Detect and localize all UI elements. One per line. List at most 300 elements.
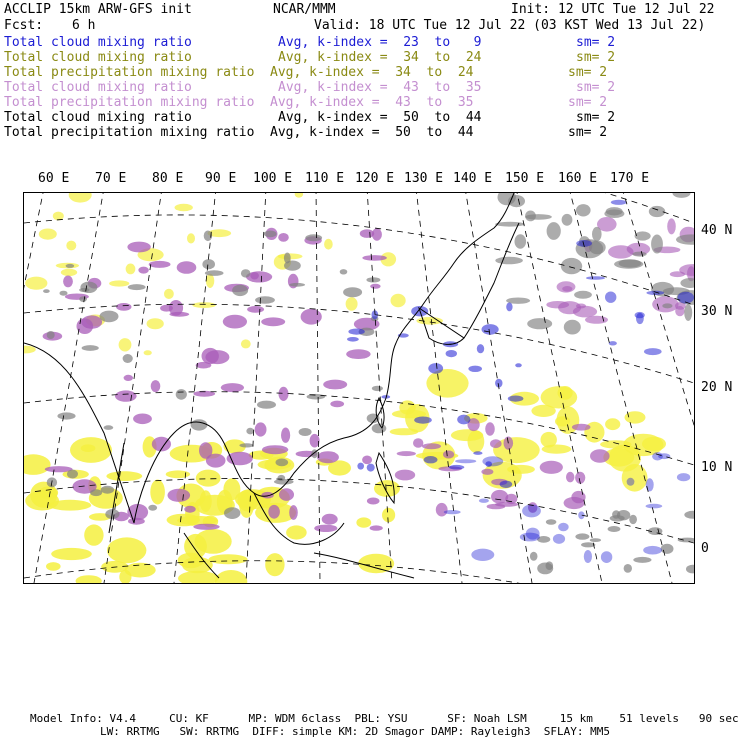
low-level-cloud-patch xyxy=(635,312,645,318)
high-level-cloud-patch xyxy=(649,206,665,217)
upper-level-cloud-patch xyxy=(301,309,322,325)
upper-level-cloud-patch xyxy=(261,317,285,326)
upper-level-cloud-patch xyxy=(322,514,338,525)
upper-level-cloud-patch xyxy=(151,380,161,392)
high-level-cloud-patch xyxy=(530,552,538,561)
high-level-cloud-patch xyxy=(79,296,87,302)
high-level-cloud-patch xyxy=(624,564,632,573)
upper-level-cloud-patch xyxy=(227,452,253,465)
high-level-cloud-patch xyxy=(307,394,325,400)
high-level-cloud-patch xyxy=(284,253,291,264)
upper-level-cloud-patch xyxy=(491,490,508,504)
mid-level-cloud-patch xyxy=(265,553,284,576)
legend-sm: sm= 2 xyxy=(576,50,616,65)
low-level-cloud-patch xyxy=(500,481,513,488)
high-level-cloud-patch xyxy=(686,565,694,574)
high-level-cloud-patch xyxy=(100,311,119,323)
high-level-cloud-patch xyxy=(232,285,248,296)
upper-level-cloud-patch xyxy=(436,503,448,517)
plot-title: ACCLIP 15km ARW-GFS init xyxy=(4,2,192,17)
coastline-main xyxy=(24,193,514,523)
legend-avg: Avg, k-index = 34 to 24 xyxy=(270,65,474,80)
legend-field: Total cloud mixing ratio xyxy=(4,50,192,65)
high-level-cloud-patch xyxy=(574,291,592,299)
legend-avg: Avg, k-index = 43 to 35 xyxy=(270,95,474,110)
low-level-cloud-patch xyxy=(627,478,635,486)
low-level-cloud-patch xyxy=(526,528,540,540)
upper-level-cloud-patch xyxy=(221,383,244,392)
mid-level-cloud-patch xyxy=(164,289,174,299)
forecast-value: 6 h xyxy=(72,18,96,33)
upper-level-cloud-patch xyxy=(670,271,685,277)
upper-level-cloud-patch xyxy=(413,438,423,448)
upper-level-cloud-patch xyxy=(310,434,320,448)
lon-label: 160 E xyxy=(558,171,598,186)
low-level-cloud-patch xyxy=(446,350,457,357)
valid-time: Valid: 18 UTC Tue 12 Jul 22 (03 KST Wed 13 Jul 22) xyxy=(314,18,706,33)
low-level-cloud-patch xyxy=(584,550,592,563)
high-level-cloud-patch xyxy=(525,211,536,222)
upper-level-cloud-patch xyxy=(362,456,372,465)
upper-level-cloud-patch xyxy=(223,315,247,329)
upper-level-cloud-patch xyxy=(278,233,289,242)
upper-level-cloud-patch xyxy=(177,261,197,274)
mid-level-cloud-patch xyxy=(46,562,61,571)
lat-label: 0 xyxy=(701,541,709,556)
legend-avg: Avg, k-index = 43 to 35 xyxy=(278,80,482,95)
mid-level-cloud-patch xyxy=(346,297,358,311)
upper-level-cloud-patch xyxy=(115,390,137,401)
center-label: NCAR/MMM xyxy=(273,2,336,17)
mid-level-cloud-patch xyxy=(84,524,103,545)
upper-level-cloud-patch xyxy=(422,443,441,449)
mid-level-cloud-patch xyxy=(166,470,190,478)
low-level-cloud-patch xyxy=(515,363,522,367)
high-level-cloud-patch xyxy=(43,289,50,293)
legend-field: Total cloud mixing ratio xyxy=(4,35,192,50)
legend-sm: sm= 2 xyxy=(576,110,616,125)
low-level-cloud-patch xyxy=(457,415,470,425)
high-level-cloud-patch xyxy=(527,318,552,329)
legend-field: Total precipitation mixing ratio xyxy=(4,95,255,110)
low-level-cloud-patch xyxy=(646,478,654,491)
upper-level-cloud-patch xyxy=(481,469,493,475)
lat-line xyxy=(24,479,694,543)
mid-level-cloud-patch xyxy=(81,444,96,452)
mid-level-cloud-patch xyxy=(119,338,132,351)
mid-level-cloud-patch xyxy=(182,557,213,573)
upper-level-cloud-patch xyxy=(443,451,454,459)
upper-level-cloud-patch xyxy=(566,472,574,483)
upper-level-cloud-patch xyxy=(149,261,171,268)
high-level-cloud-patch xyxy=(662,303,672,308)
high-level-cloud-patch xyxy=(239,443,253,447)
cloud-shading xyxy=(24,193,694,583)
mid-level-cloud-patch xyxy=(391,294,406,308)
low-level-cloud-patch xyxy=(646,291,664,295)
high-level-cloud-patch xyxy=(495,257,523,265)
upper-level-cloud-patch xyxy=(323,380,347,390)
upper-level-cloud-patch xyxy=(289,505,298,520)
upper-level-cloud-patch xyxy=(281,428,290,443)
mid-level-cloud-patch xyxy=(209,554,248,564)
high-level-cloud-patch xyxy=(202,259,215,269)
taiwan xyxy=(376,398,384,428)
upper-level-cloud-patch xyxy=(63,276,73,288)
low-level-cloud-patch xyxy=(553,534,565,544)
mid-level-cloud-patch xyxy=(390,428,419,435)
lon-label: 90 E xyxy=(205,171,237,186)
high-level-cloud-patch xyxy=(575,533,589,539)
mid-level-cloud-patch xyxy=(451,429,483,441)
upper-level-cloud-patch xyxy=(199,442,212,459)
lon-label: 120 E xyxy=(355,171,395,186)
high-level-cloud-patch xyxy=(67,470,78,479)
upper-level-cloud-patch xyxy=(247,306,264,313)
upper-level-cloud-patch xyxy=(487,504,506,510)
mid-level-cloud-patch xyxy=(126,264,136,275)
high-level-cloud-patch xyxy=(562,214,573,226)
mid-level-cloud-patch xyxy=(147,318,164,329)
low-level-cloud-patch xyxy=(428,363,443,374)
low-level-cloud-patch xyxy=(601,551,612,563)
mid-level-cloud-patch xyxy=(382,508,395,523)
upper-level-cloud-patch xyxy=(127,242,150,253)
low-level-cloud-patch xyxy=(479,499,489,503)
legend-field: Total cloud mixing ratio xyxy=(4,110,192,125)
low-level-cloud-patch xyxy=(348,329,364,335)
upper-level-cloud-patch xyxy=(261,492,273,499)
lat-label: 20 N xyxy=(701,380,733,395)
mid-level-cloud-patch xyxy=(178,571,218,583)
low-level-cloud-patch xyxy=(347,337,359,342)
legend-field: Total precipitation mixing ratio xyxy=(4,65,255,80)
lon-label: 100 E xyxy=(253,171,293,186)
high-level-cloud-patch xyxy=(257,401,276,409)
high-level-cloud-patch xyxy=(633,557,651,563)
lon-label: 110 E xyxy=(305,171,345,186)
mid-level-cloud-patch xyxy=(605,418,620,430)
low-level-cloud-patch xyxy=(644,348,662,355)
forecast-label: Fcst: xyxy=(4,18,44,33)
lat-line xyxy=(24,193,694,223)
upper-level-cloud-patch xyxy=(562,286,572,292)
low-level-cloud-patch xyxy=(652,452,663,460)
high-level-cloud-patch xyxy=(176,389,187,400)
high-level-cloud-patch xyxy=(205,270,224,276)
high-level-cloud-patch xyxy=(632,252,646,257)
upper-level-cloud-patch xyxy=(370,284,380,289)
high-level-cloud-patch xyxy=(680,278,694,288)
high-level-cloud-patch xyxy=(289,283,305,287)
lon-line xyxy=(316,193,320,583)
init-time: Init: 12 UTC Tue 12 Jul 22 xyxy=(511,2,715,17)
low-level-cloud-patch xyxy=(414,417,432,424)
high-level-cloud-patch xyxy=(191,419,208,430)
upper-level-cloud-patch xyxy=(370,525,383,530)
high-level-cloud-patch xyxy=(66,264,75,268)
upper-level-cloud-patch xyxy=(572,424,591,431)
upper-level-cloud-patch xyxy=(255,422,267,436)
high-level-cloud-patch xyxy=(495,222,525,227)
mid-level-cloud-patch xyxy=(69,193,92,203)
mid-level-cloud-patch xyxy=(25,277,47,290)
high-level-cloud-patch xyxy=(224,507,240,519)
lat-label: 40 N xyxy=(701,223,733,238)
mid-level-cloud-patch xyxy=(324,239,333,250)
high-level-cloud-patch xyxy=(515,234,527,248)
upper-level-cloud-patch xyxy=(505,494,517,504)
mid-level-cloud-patch xyxy=(51,548,92,560)
high-level-cloud-patch xyxy=(278,475,286,481)
high-level-cloud-patch xyxy=(629,515,637,524)
upper-level-cloud-patch xyxy=(138,267,148,274)
upper-level-cloud-patch xyxy=(168,489,191,502)
high-level-cloud-patch xyxy=(241,269,251,277)
upper-level-cloud-patch xyxy=(250,272,259,279)
low-level-cloud-patch xyxy=(449,465,464,470)
high-level-cloud-patch xyxy=(246,428,254,435)
high-level-cloud-patch xyxy=(47,331,55,339)
mid-level-cloud-patch xyxy=(177,516,218,525)
lon-line xyxy=(465,193,532,583)
high-level-cloud-patch xyxy=(619,259,642,267)
legend-sm: sm= 2 xyxy=(576,35,616,50)
upper-level-cloud-patch xyxy=(202,348,219,364)
high-level-cloud-patch xyxy=(592,227,602,241)
low-level-cloud-patch xyxy=(609,341,617,345)
upper-level-cloud-patch xyxy=(330,401,344,408)
mid-level-cloud-patch xyxy=(39,229,57,240)
high-level-cloud-patch xyxy=(547,222,561,240)
legend-avg: Avg, k-index = 23 to 9 xyxy=(278,35,482,50)
high-level-cloud-patch xyxy=(537,563,553,575)
upper-level-cloud-patch xyxy=(367,498,380,505)
high-level-cloud-patch xyxy=(635,231,651,240)
legend-sm: sm= 2 xyxy=(568,65,608,80)
high-level-cloud-patch xyxy=(676,234,694,244)
mid-level-cloud-patch xyxy=(196,470,221,487)
upper-level-cloud-patch xyxy=(346,349,370,359)
upper-level-cloud-patch xyxy=(362,255,387,261)
upper-level-cloud-patch xyxy=(546,301,569,308)
upper-level-cloud-patch xyxy=(372,228,382,240)
upper-level-cloud-patch xyxy=(485,422,495,436)
high-level-cloud-patch xyxy=(372,424,387,434)
legend-sm: sm= 2 xyxy=(568,125,608,140)
low-level-cloud-patch xyxy=(506,303,512,312)
high-level-cloud-patch xyxy=(366,277,380,282)
low-level-cloud-patch xyxy=(611,200,627,205)
mid-level-cloud-patch xyxy=(106,471,142,481)
upper-level-cloud-patch xyxy=(193,524,219,530)
high-level-cloud-patch xyxy=(264,231,277,238)
mid-level-cloud-patch xyxy=(215,570,247,583)
upper-level-cloud-patch xyxy=(314,525,337,532)
low-level-cloud-patch xyxy=(677,473,690,481)
mid-level-cloud-patch xyxy=(241,339,251,348)
lon-line xyxy=(24,193,44,583)
mid-level-cloud-patch xyxy=(206,274,214,288)
mid-level-cloud-patch xyxy=(66,241,76,251)
low-level-cloud-patch xyxy=(586,276,605,280)
mid-level-cloud-patch xyxy=(426,369,468,398)
low-level-cloud-patch xyxy=(444,510,461,514)
upper-level-cloud-patch xyxy=(279,488,294,501)
lon-line xyxy=(246,193,266,583)
mid-level-cloud-patch xyxy=(61,269,77,276)
low-level-cloud-patch xyxy=(643,546,662,555)
legend-avg: Avg, k-index = 50 to 44 xyxy=(270,125,474,140)
high-level-cloud-patch xyxy=(299,428,312,436)
high-level-cloud-patch xyxy=(276,459,289,467)
high-level-cloud-patch xyxy=(606,207,623,215)
upper-level-cloud-patch xyxy=(395,470,415,481)
high-level-cloud-patch xyxy=(60,291,68,296)
high-level-cloud-patch xyxy=(123,354,133,363)
high-level-cloud-patch xyxy=(684,511,694,519)
legend-sm: sm= 2 xyxy=(568,95,608,110)
mid-level-cloud-patch xyxy=(642,437,666,451)
low-level-cloud-patch xyxy=(357,463,364,470)
mid-level-cloud-patch xyxy=(24,454,51,475)
upper-level-cloud-patch xyxy=(564,497,585,509)
mid-level-cloud-patch xyxy=(187,233,195,243)
high-level-cloud-patch xyxy=(617,510,630,520)
high-level-cloud-patch xyxy=(651,235,663,254)
lat-label: 30 N xyxy=(701,304,733,319)
upper-level-cloud-patch xyxy=(81,315,102,328)
lon-label: 60 E xyxy=(38,171,70,186)
lon-label: 130 E xyxy=(404,171,444,186)
low-level-cloud-patch xyxy=(477,344,484,353)
mid-level-cloud-patch xyxy=(195,529,232,554)
upper-level-cloud-patch xyxy=(490,439,502,448)
high-level-cloud-patch xyxy=(684,304,692,321)
high-level-cloud-patch xyxy=(80,282,97,293)
mid-level-cloud-patch xyxy=(53,212,64,221)
high-level-cloud-patch xyxy=(561,258,582,274)
mid-level-cloud-patch xyxy=(286,525,307,539)
high-level-cloud-patch xyxy=(128,284,146,290)
legend-avg: Avg, k-index = 34 to 24 xyxy=(278,50,482,65)
mid-level-cloud-patch xyxy=(356,517,371,527)
model-info-line1: Model Info: V4.4 CU: KF MP: WDM 6class PBL: YSU SF: Noah LSM 15 km 51 levels 90 sec xyxy=(30,712,739,725)
lon-label: 140 E xyxy=(453,171,493,186)
upper-level-cloud-patch xyxy=(124,375,133,381)
forecast-map xyxy=(23,192,695,584)
high-level-cloud-patch xyxy=(148,505,157,511)
upper-level-cloud-patch xyxy=(184,506,195,513)
low-level-cloud-patch xyxy=(646,504,663,509)
upper-level-cloud-patch xyxy=(169,312,189,317)
low-level-cloud-patch xyxy=(508,396,524,402)
low-level-cloud-patch xyxy=(367,464,375,472)
low-level-cloud-patch xyxy=(455,459,476,463)
low-level-cloud-patch xyxy=(424,456,438,463)
mid-level-cloud-patch xyxy=(295,193,303,198)
legend-sm: sm= 2 xyxy=(576,80,616,95)
map-canvas xyxy=(24,193,694,583)
high-level-cloud-patch xyxy=(590,538,601,542)
lon-label: 150 E xyxy=(505,171,545,186)
mid-level-cloud-patch xyxy=(542,445,572,454)
lon-label: 170 E xyxy=(610,171,650,186)
lat-label: 10 N xyxy=(701,460,733,475)
upper-level-cloud-patch xyxy=(540,461,563,474)
mid-level-cloud-patch xyxy=(150,480,165,505)
upper-level-cloud-patch xyxy=(397,451,416,456)
low-level-cloud-patch xyxy=(558,523,569,532)
upper-level-cloud-patch xyxy=(279,387,289,401)
high-level-cloud-patch xyxy=(82,345,99,351)
high-level-cloud-patch xyxy=(255,296,275,304)
mid-level-cloud-patch xyxy=(374,480,400,497)
high-level-cloud-patch xyxy=(305,234,322,241)
lon-label: 70 E xyxy=(95,171,127,186)
upper-level-cloud-patch xyxy=(590,449,610,463)
mid-level-cloud-patch xyxy=(358,554,394,573)
high-level-cloud-patch xyxy=(104,425,114,430)
mid-level-cloud-patch xyxy=(399,400,415,414)
legend-avg: Avg, k-index = 50 to 44 xyxy=(278,110,482,125)
upper-level-cloud-patch xyxy=(262,445,288,454)
low-level-cloud-patch xyxy=(482,456,503,466)
low-level-cloud-patch xyxy=(473,451,482,455)
high-level-cloud-patch xyxy=(673,193,691,198)
upper-level-cloud-patch xyxy=(667,218,676,234)
high-level-cloud-patch xyxy=(576,204,591,216)
high-level-cloud-patch xyxy=(564,320,581,335)
mid-level-cloud-patch xyxy=(107,537,146,563)
mid-level-cloud-patch xyxy=(76,575,102,583)
mid-level-cloud-patch xyxy=(175,204,193,212)
upper-level-cloud-patch xyxy=(317,451,339,463)
mid-level-cloud-patch xyxy=(541,386,578,408)
high-level-cloud-patch xyxy=(90,489,102,496)
low-level-cloud-patch xyxy=(522,504,541,517)
upper-level-cloud-patch xyxy=(128,518,145,525)
low-level-cloud-patch xyxy=(605,292,616,303)
mid-level-cloud-patch xyxy=(125,563,156,578)
legend-field: Total cloud mixing ratio xyxy=(4,80,192,95)
high-level-cloud-patch xyxy=(372,386,383,391)
low-level-cloud-patch xyxy=(468,366,482,372)
legend-field: Total precipitation mixing ratio xyxy=(4,125,255,140)
high-level-cloud-patch xyxy=(343,287,362,297)
mid-level-cloud-patch xyxy=(507,465,535,474)
japan-island xyxy=(464,223,519,338)
high-level-cloud-patch xyxy=(57,412,75,419)
high-level-cloud-patch xyxy=(608,526,621,532)
mid-level-cloud-patch xyxy=(144,350,152,355)
model-info-line2: LW: RRTMG SW: RRTMG DIFF: simple KM: 2D Smagor DAMP: Rayleigh3 SFLAY: MM5 xyxy=(100,725,610,738)
high-level-cloud-patch xyxy=(661,544,674,554)
lon-label: 80 E xyxy=(152,171,184,186)
high-level-cloud-patch xyxy=(546,519,557,525)
high-level-cloud-patch xyxy=(101,486,114,494)
upper-level-cloud-patch xyxy=(573,306,597,318)
mid-level-cloud-patch xyxy=(239,492,254,518)
low-level-cloud-patch xyxy=(471,549,494,561)
upper-level-cloud-patch xyxy=(160,305,173,312)
upper-level-cloud-patch xyxy=(116,303,131,311)
upper-level-cloud-patch xyxy=(268,505,280,519)
upper-level-cloud-patch xyxy=(133,414,152,425)
high-level-cloud-patch xyxy=(340,269,348,274)
high-level-cloud-patch xyxy=(678,538,694,543)
mid-level-cloud-patch xyxy=(109,280,129,286)
